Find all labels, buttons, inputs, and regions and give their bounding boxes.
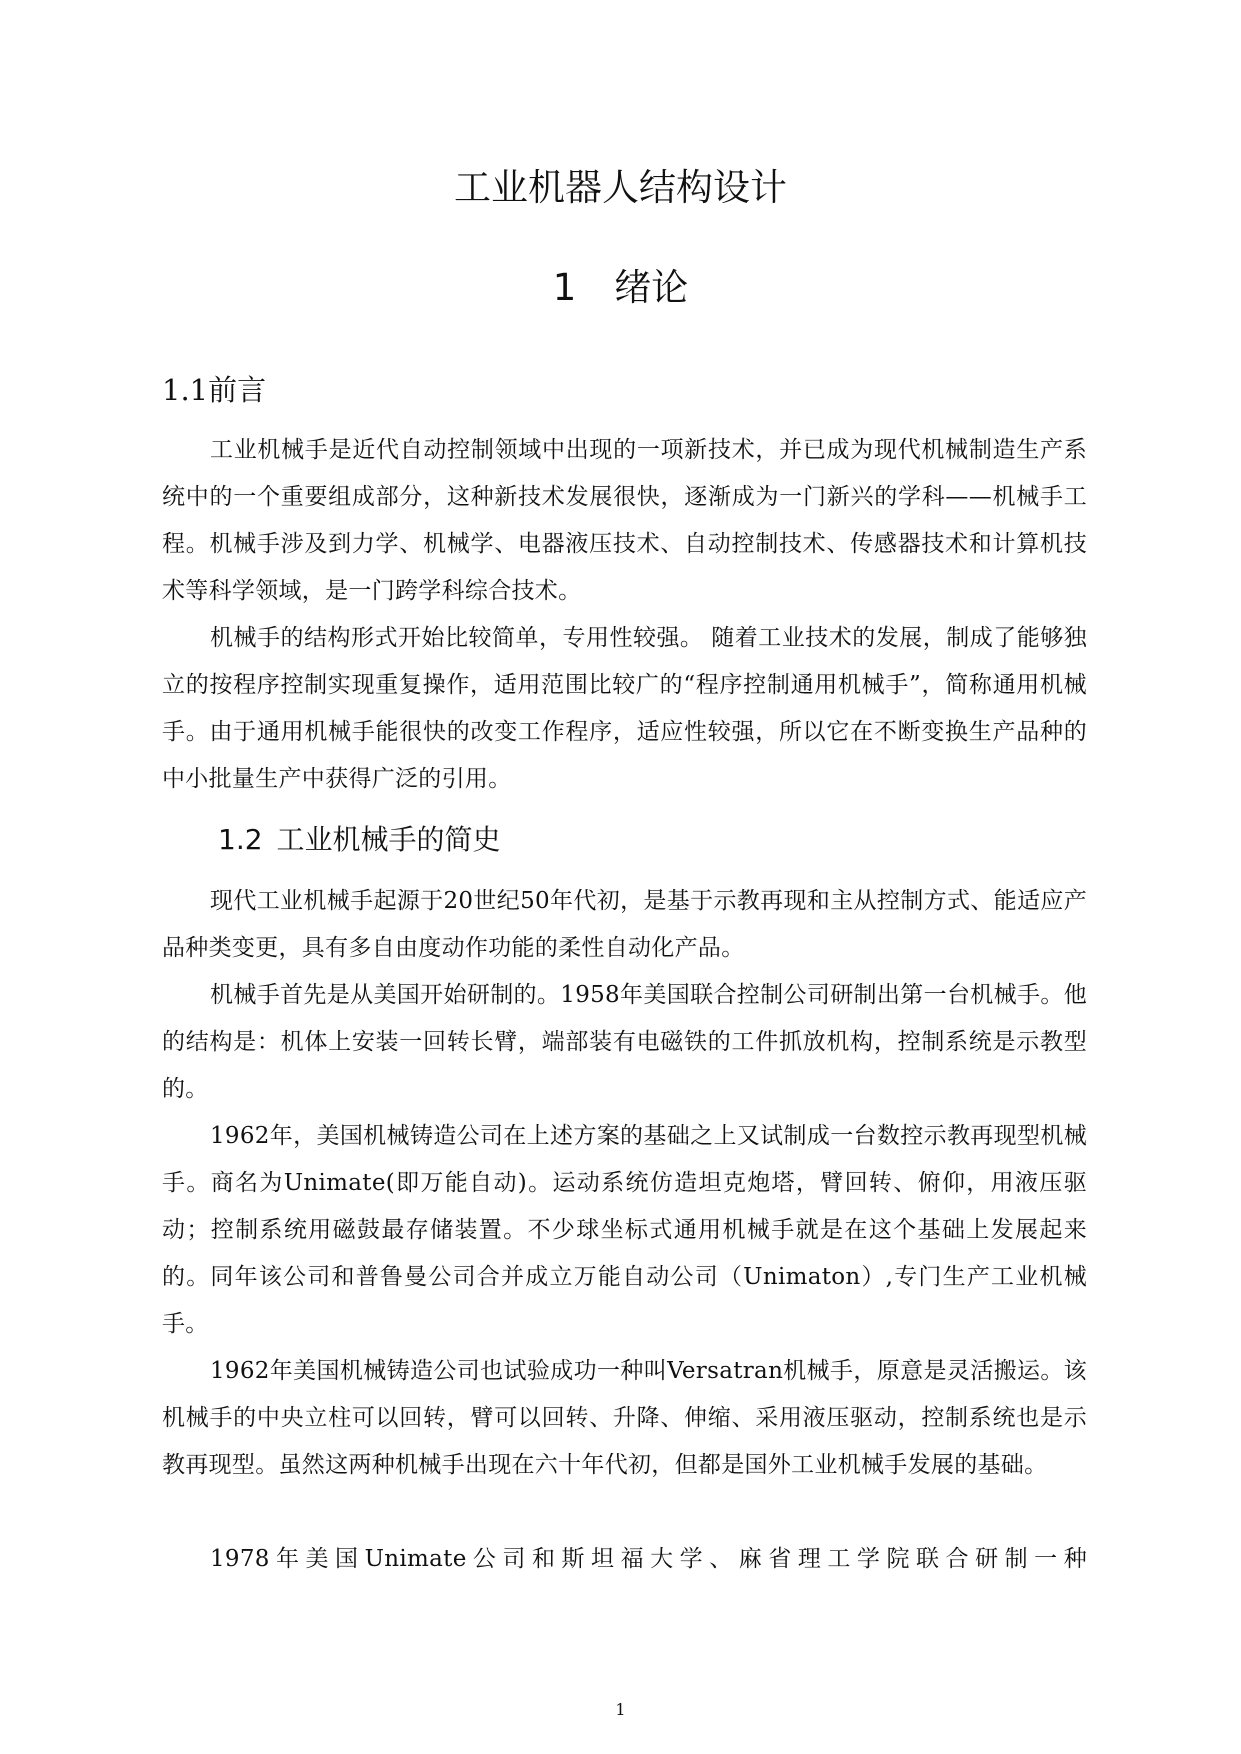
- section-heading-history: [218, 820, 501, 860]
- paragraph: 1962年，美国机械铸造公司在上述方案的基础之上又试制成一台数控示教再现型机械手。商名为Unimate(即万能自动)。运动系统仿造坦克炮塔，臂回转、俯仰，用液压驱动；控制系统用磁鼓最存储装置。不少球坐标式通用机械手就是在这个基础上发展起来的。同年该公司和普鲁曼公司合并成立万能自动公司（Unimaton）,专门生产工业机械手。: [162, 1123, 1087, 1337]
- paragraph: 1978年美国Unimate公司和斯坦福大学、麻省理工学院联合研制一种: [210, 1546, 1087, 1572]
- chapter-title-text: 绪论: [614, 266, 689, 309]
- paragraph: 1962年美国机械铸造公司也试验成功一种叫Versatran机械手，原意是灵活搬运。该机械手的中央立柱可以回转，臂可以回转、升降、伸缩、采用液压驱动，控制系统也是示教再现型。虽然这两种机械手出现在六十年代初，但都是国外工业机械手发展的基础。: [162, 1358, 1087, 1478]
- chapter-number: 1: [552, 266, 577, 309]
- paragraph: 现代工业机械手起源于20世纪50年代初，是基于示教再现和主从控制方式、能适应产品种类变更，具有多自由度动作功能的柔性自动化产品。: [162, 888, 1087, 961]
- chapter-heading: [0, 263, 1241, 313]
- section-number: 1.2: [218, 823, 263, 856]
- paragraph: 机械手首先是从美国开始研制的。1958年美国联合控制公司研制出第一台机械手。他的结构是：机体上安装一回转长臂，端部装有电磁铁的工件抓放机构，控制系统是示教型的。: [162, 982, 1087, 1102]
- section-heading-text: 工业机械手的简史: [276, 823, 501, 856]
- paragraph: 工业机械手是近代自动控制领域中出现的一项新技术，并已成为现代机械制造生产系统中的一个重要组成部分，这种新技术发展很快，逐渐成为一门新兴的学科——机械手工程。机械手涉及到力学、机械学、电器液压技术、自动控制技术、传感器技术和计算机技术等科学领域，是一门跨学科综合技术。: [162, 437, 1087, 604]
- document-title: 工业机器人结构设计: [454, 166, 787, 209]
- paragraph: 机械手的结构形式开始比较简单，专用性较强。 随着工业技术的发展，制成了能够独立的按程序控制实现重复操作，适用范围比较广的“程序控制通用机械手”，简称通用机械手。由于通用机械手能很快的改变工作程序，适应性较强，所以它在不断变换生产品种的中小批量生产中获得广泛的引用。: [162, 625, 1087, 792]
- page-number: 1: [615, 1700, 626, 1719]
- section-heading-preface: 1.1前言: [162, 373, 267, 407]
